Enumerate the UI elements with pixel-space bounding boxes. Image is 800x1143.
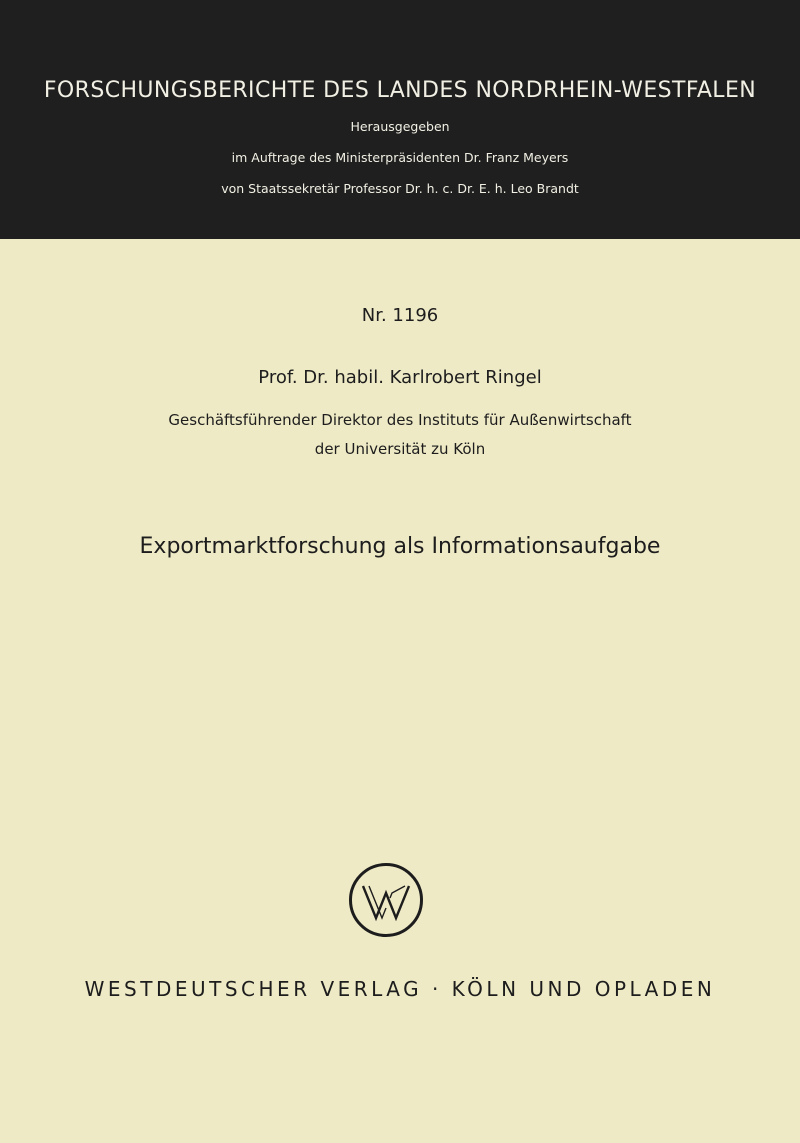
- author-affiliation-line2: der Universität zu Köln: [314, 440, 486, 458]
- author-name: Prof. Dr. habil. Karlrobert Ringel: [258, 367, 542, 388]
- publisher-ww-logo-icon: [348, 862, 424, 938]
- series-title: FORSCHUNGSBERICHTE DES LANDES NORDRHEIN-WESTFALEN: [43, 78, 757, 103]
- publisher-imprint: WESTDEUTSCHER VERLAG · KÖLN UND OPLADEN: [84, 977, 716, 1001]
- author-affiliation-line1: Geschäftsführender Direktor des Instituts für Außenwirtschaft: [168, 411, 632, 429]
- volume-number: Nr. 1196: [361, 305, 439, 326]
- editor-line-herausgegeben: Herausgegeben: [350, 119, 450, 134]
- series-header: [0, 0, 800, 239]
- book-title: Exportmarktforschung als Informationsaufgabe: [139, 534, 661, 559]
- editor-line-editor: von Staatssekretär Professor Dr. h. c. Dr. E. h. Leo Brandt: [221, 181, 579, 196]
- editor-line-commission: im Auftrage des Ministerpräsidenten Dr. Franz Meyers: [231, 150, 569, 165]
